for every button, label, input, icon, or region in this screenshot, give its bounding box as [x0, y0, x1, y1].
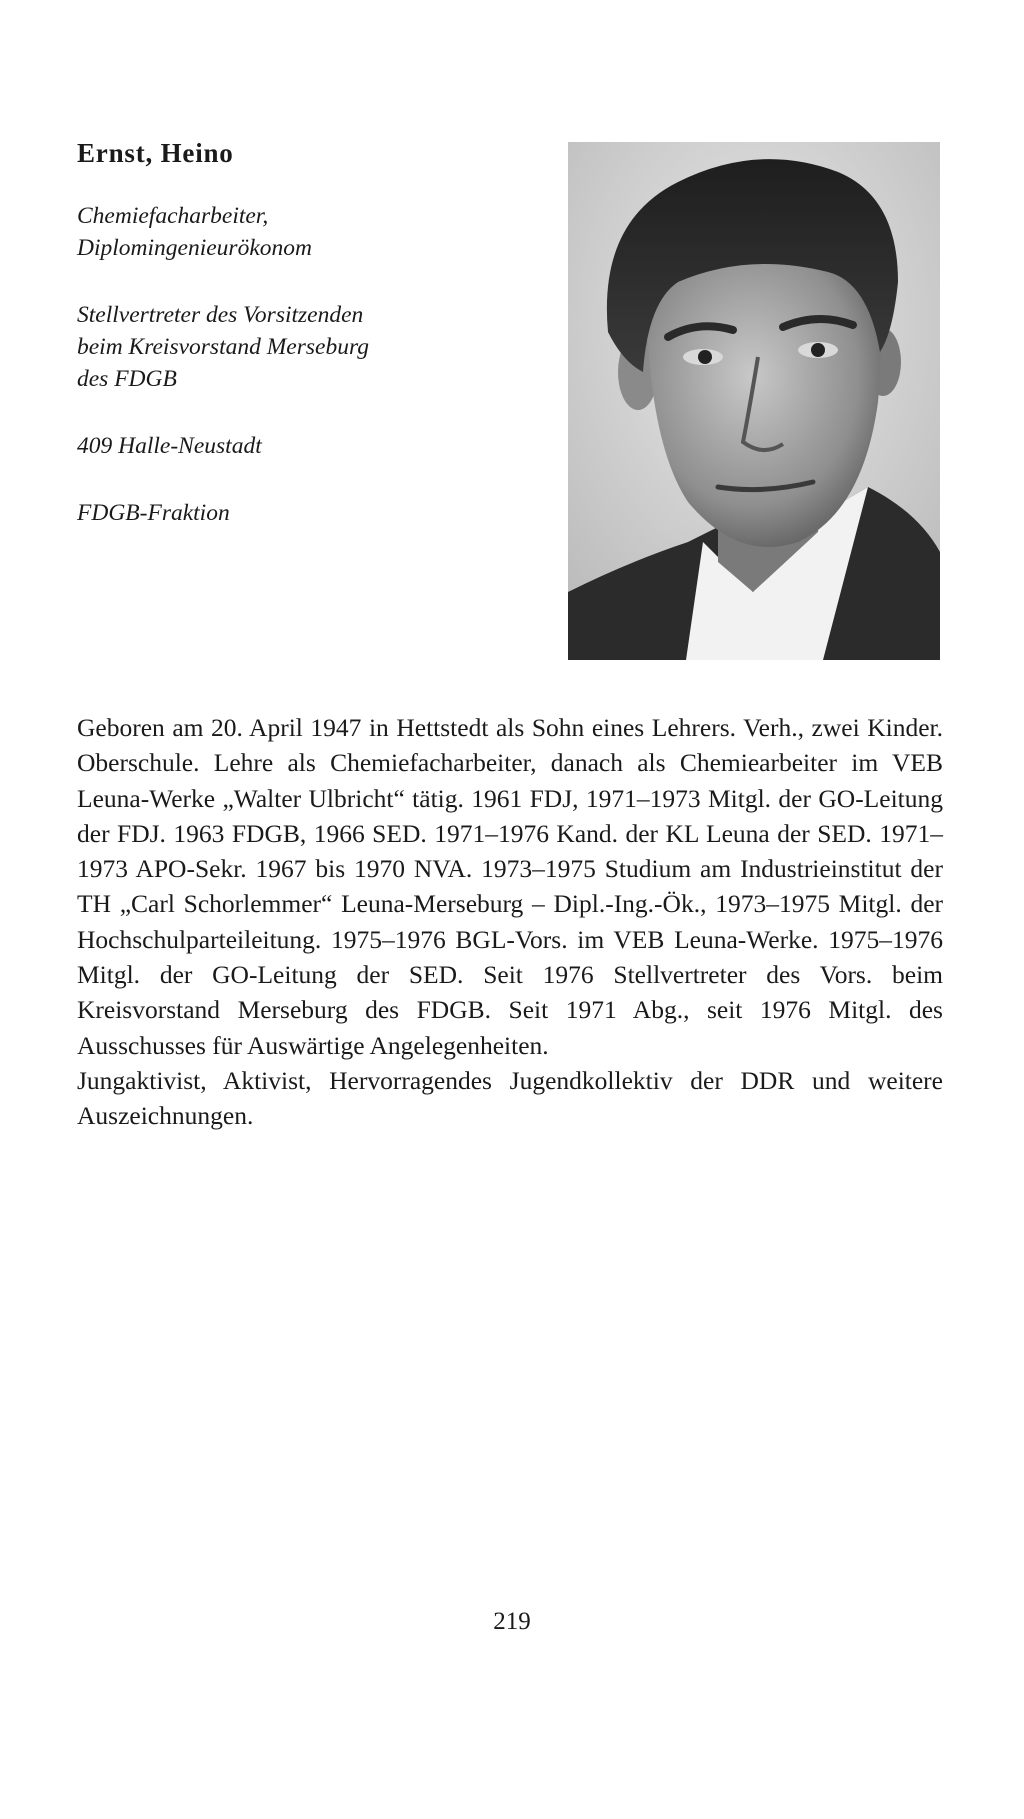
occupation — [77, 200, 557, 264]
portrait-illustration — [568, 142, 940, 660]
occupation-line-1: Chemiefacharbeiter, — [77, 203, 269, 229]
position-line-3: des FDGB — [77, 366, 177, 392]
biography-paragraph-2: Jungaktivist, Aktivist, Hervorragendes Jugendkollektiv der DDR und weitere Auszeichnungen. — [77, 1065, 943, 1131]
position — [77, 299, 557, 395]
address: 409 Halle-Neustadt — [77, 433, 262, 459]
biography-paragraph-1: Geboren am 20. April 1947 in Hettstedt als Sohn eines Lehrers. Verh., zwei Kinder. Oberschule. Lehre als Chemiefacharbeiter, danach als Chemiearbeiter im VEB Leuna-Werke „Walter Ulbricht“ tätig. 1961 FDJ, 1971–1973 Mitgl. der GO-Leitung der FDJ. 1963 FDGB, 1966 SED. 1971–1976 Kand. der KL Leuna der SED. 1971–1973 APO-Sekr. 1967 bis 1970 NVA. 1973–1975 Studium am Industrieinstitut der TH „Carl Schorlemmer“ Leuna-Merseburg – Dipl.-Ing.-Ök., 1973–1975 Mitgl. der Hochschulparteileitung. 1975–1976 BGL-Vors. im VEB Leuna-Werke. 1975–1976 Mitgl. der GO-Leitung der SED. Seit 1976 Stellvertreter des Vors. beim Kreisvorstand Merseburg des FDGB. Seit 1971 Abg., seit 1976 Mitgl. des Ausschusses für Auswärtige Angelegenheiten. — [77, 713, 943, 1060]
person-details — [77, 200, 557, 564]
person-name: Ernst, Heino — [77, 138, 234, 168]
faction: FDGB-Fraktion — [77, 500, 230, 526]
portrait-photo — [568, 142, 940, 660]
page-number: 219 — [493, 1608, 531, 1635]
position-line-2: beim Kreisvorstand Merseburg — [77, 334, 369, 360]
occupation-line-2: Diplomingenieurökonom — [77, 235, 312, 261]
position-line-1: Stellvertreter des Vorsitzenden — [77, 302, 364, 328]
biography — [77, 710, 943, 1134]
